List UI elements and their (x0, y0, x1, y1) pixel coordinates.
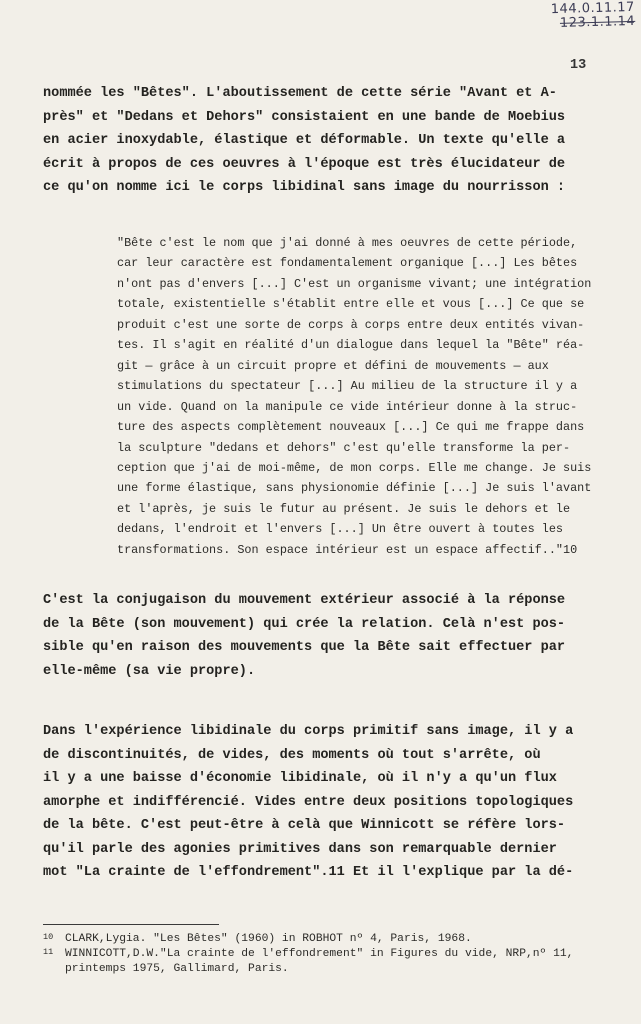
block-quote (117, 233, 592, 560)
quote-line: et l'après, je suis le futur au présent. Je suis le dehors et le (117, 501, 571, 516)
quote-line: produit c'est une sorte de corps à corps entre deux entités vivan- (117, 317, 585, 332)
footnote-10 (43, 932, 603, 947)
quote-line: stimulations du spectateur [...] Au milieu de la structure il y a (117, 379, 578, 394)
quote-line: un vide. Quand on la manipule ce vide intérieur donne à la struc- (117, 399, 578, 414)
text-line: de la bête. C'est peut-être à celà que Winnicott se réfère lors- (43, 818, 566, 833)
shelfmark-line: 144.0.11.17 (550, 0, 635, 18)
quote-line: la sculpture "dedans et dehors" c'est qu'elle transforme la per- (117, 440, 571, 455)
footnotes (43, 932, 603, 977)
text-line: qu'il parle des agonies primitives dans son remarquable dernier (43, 841, 557, 857)
page-number: 13 (570, 58, 587, 73)
paragraph-experience (43, 720, 603, 885)
quote-line: ception que j'ai de moi-même, de mon corps. Elle me change. Je suis (117, 460, 592, 475)
text-line: il y a une baisse d'économie libidinale, où il n'y a qu'un flux (43, 771, 557, 786)
text-line: sible qu'en raison des mouvements que la Bête sait effectuer par (43, 640, 566, 655)
footnote-text: CLARK,Lygia. "Les Bêtes" (1960) in ROBHOT nº 4, Paris, 1968. (65, 933, 472, 945)
quote-line: tes. Il s'agit en réalité d'un dialogue dans lequel la "Bête" réa- (117, 338, 585, 353)
shelfmark-annotation (551, 1, 636, 31)
text-line: de la Bête (son mouvement) qui crée la relation. Celà n'est pos- (43, 616, 566, 632)
quote-line: git — grâce à un circuit propre et défini de mouvements — aux (117, 358, 549, 373)
text-line: en acier inoxydable, élastique et déformable. Un texte qu'elle a (43, 133, 566, 148)
quote-line: n'ont pas d'envers [...] C'est un organisme vivant; une intégration (117, 276, 592, 291)
text-line: ce qu'on nomme ici le corps libidinal sans image du nourrisson : (43, 180, 566, 195)
text-line: de discontinuités, de vides, des moments où tout s'arrête, où (43, 747, 541, 763)
text-line: elle-même (sa vie propre). (43, 663, 256, 679)
quote-line: transformations. Son espace intérieur est un espace affectif.."10 (117, 542, 578, 557)
text-line: mot "La crainte de l'effondrement".11 Et il l'explique par la dé- (43, 865, 574, 880)
footnote-11 (43, 947, 603, 977)
footnote-separator (43, 924, 219, 925)
quote-line: totale, existentielle s'établit entre elle et vous [...] Ce que se (117, 297, 585, 312)
footnote-number: 11 (43, 947, 54, 957)
text-line: C'est la conjugaison du mouvement extérieur associé à la réponse (43, 593, 566, 608)
text-line: près" et "Dedans et Dehors" consistaient en une bande de Moebius (43, 109, 566, 125)
footnote-number: 10 (43, 932, 54, 942)
quote-line: "Bête c'est le nom que j'ai donné à mes oeuvres de cette période, (117, 236, 578, 250)
text-line: nommée les "Bêtes". L'aboutissement de cette série "Avant et A- (43, 86, 557, 101)
text-line: Dans l'expérience libidinale du corps primitif sans image, il y a (43, 724, 574, 739)
quote-line: ture des aspects complètement nouveaux [...] Ce qui me frappe dans (117, 420, 585, 435)
quote-line: une forme élastique, sans physionomie définie [...] Je suis l'avant (117, 481, 592, 496)
text-line: écrit à propos de ces oeuvres à l'époque est très élucidateur de (43, 156, 566, 172)
quote-line: car leur caractère est fondamentalement organique [...] Les bêtes (117, 256, 578, 271)
shelfmark-line-struck: 123.1.1.14 (559, 13, 636, 31)
text-line: amorphe et indifférencié. Vides entre deux positions topologiques (43, 794, 574, 810)
quote-line: dedans, l'endroit et l'envers [...] Un être ouvert à toutes les (117, 522, 563, 537)
footnote-text: WINNICOTT,D.W."La crainte de l'effondrement" in Figures du vide, NRP,nº 11, (65, 948, 574, 960)
paragraph-intro (43, 82, 603, 200)
paragraph-conjugaison (43, 589, 603, 683)
footnote-text: printemps 1975, Gallimard, Paris. (65, 963, 289, 975)
